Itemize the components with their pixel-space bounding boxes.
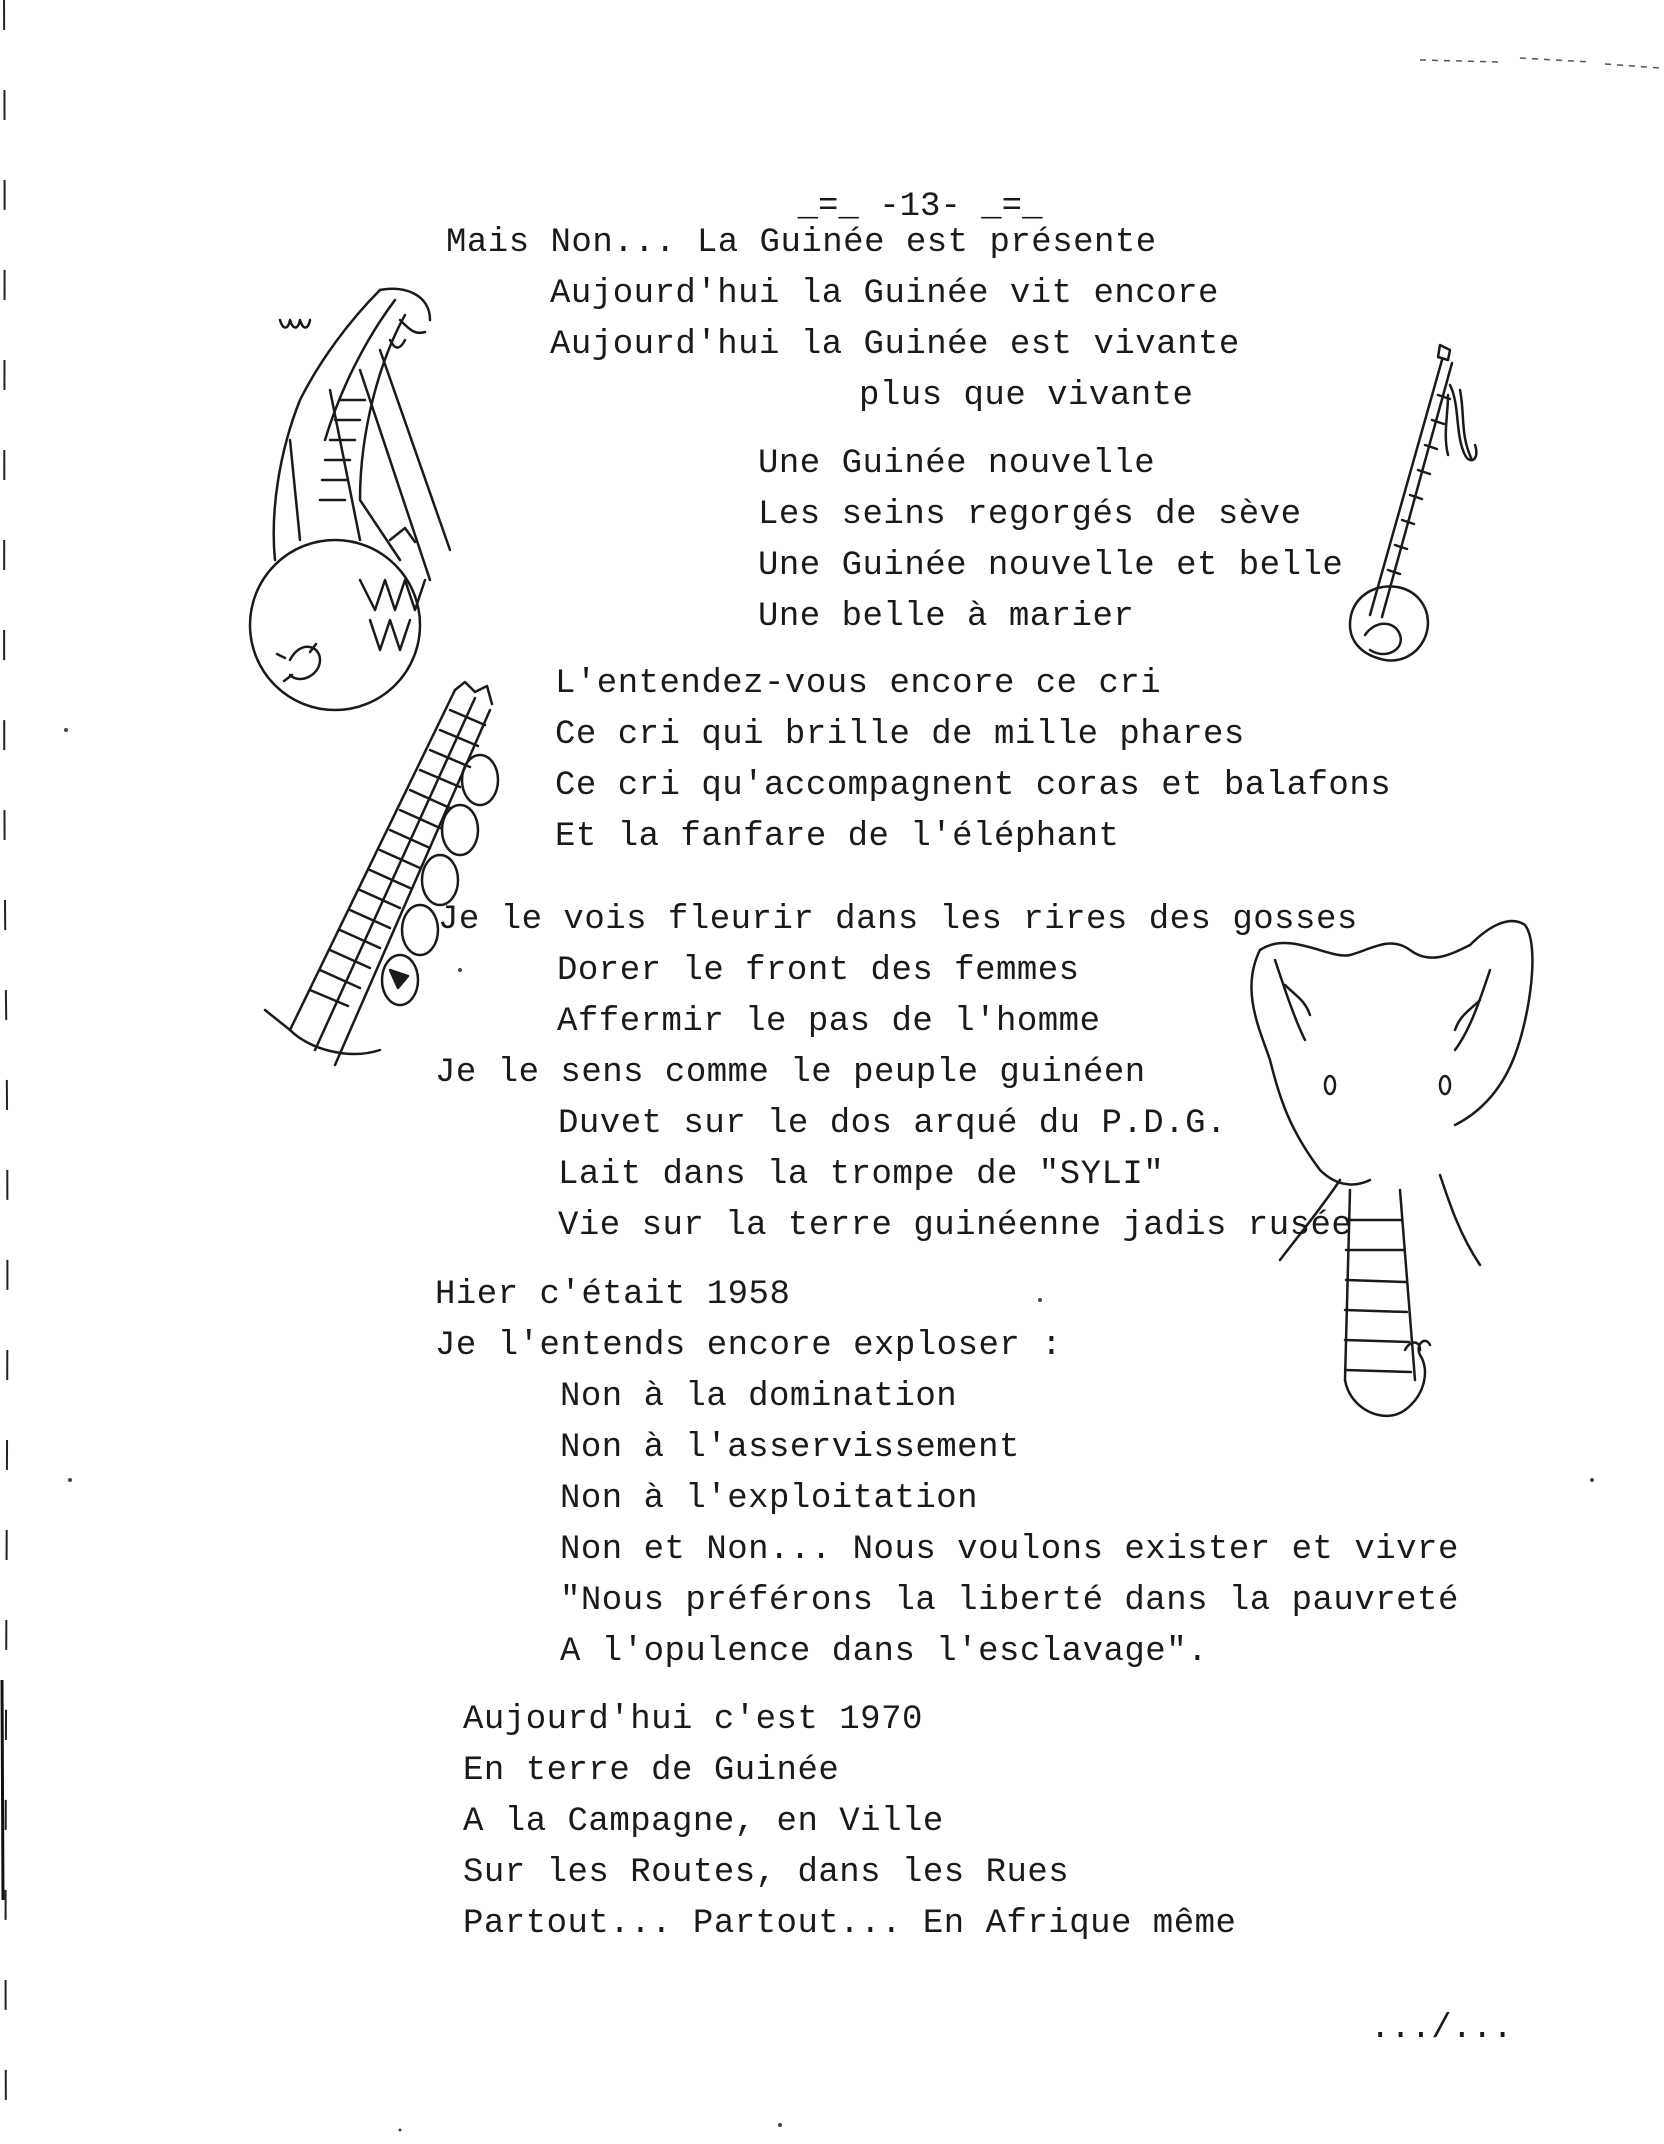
poem-line: plus que vivante	[859, 377, 1194, 415]
poem-line: Une Guinée nouvelle et belle	[758, 547, 1344, 585]
poem-line: Une belle à marier	[758, 598, 1135, 636]
poem-line: Et la fanfare de l'éléphant	[555, 818, 1120, 856]
poem-line: Les seins regorgés de sève	[758, 496, 1302, 534]
poem-line: L'entendez-vous encore ce cri	[555, 665, 1162, 703]
poem-line: Sur les Routes, dans les Rues	[463, 1854, 1070, 1892]
poem-line: Ce cri qui brille de mille phares	[555, 716, 1245, 754]
page-number-decoration-left: _=_	[797, 188, 880, 226]
poem-line: Ce cri qu'accompagnent coras et balafons	[555, 767, 1392, 805]
poem-line: En terre de Guinée	[463, 1752, 840, 1790]
poem-line: A la Campagne, en Ville	[463, 1803, 944, 1841]
poem-line: Aujourd'hui la Guinée vit encore	[550, 275, 1219, 313]
poem-line: Aujourd'hui la Guinée est vivante	[550, 326, 1240, 364]
poem-line: Je l'entends encore exploser :	[435, 1327, 1063, 1365]
continuation-mark: .../...	[1370, 2010, 1513, 2048]
poem-line: Une Guinée nouvelle	[758, 445, 1156, 483]
poem-line: Je le vois fleurir dans les rires des gosses	[438, 901, 1358, 939]
poem-line: A l'opulence dans l'esclavage".	[560, 1633, 1209, 1671]
poem-line: Dorer le front des femmes	[557, 952, 1080, 990]
page-number-decoration-right: _=_	[960, 188, 1043, 226]
poem-line: Non et Non... Nous voulons exister et vivre	[560, 1531, 1459, 1569]
poem-line: Non à l'exploitation	[560, 1480, 979, 1518]
poem-line: "Nous préférons la liberté dans la pauvreté	[560, 1582, 1459, 1620]
page-number-text: -13-	[879, 188, 961, 226]
poem-line: Aujourd'hui c'est 1970	[463, 1701, 923, 1739]
poem-line: Hier c'était 1958	[435, 1276, 791, 1314]
poem-line: Vie sur la terre guinéenne jadis rusée	[558, 1207, 1353, 1245]
poem-line: Mais Non... La Guinée est présente	[446, 224, 1157, 262]
poem-line: Non à la domination	[560, 1378, 958, 1416]
poem-line: Non à l'asservissement	[560, 1429, 1020, 1467]
poem-line: Affermir le pas de l'homme	[557, 1003, 1101, 1041]
poem-line: Partout... Partout... En Afrique même	[463, 1905, 1237, 1943]
poem-line: Lait dans la trompe de "SYLI"	[558, 1156, 1165, 1194]
poem-line: Duvet sur le dos arqué du P.D.G.	[558, 1105, 1227, 1143]
poem-line: Je le sens comme le peuple guinéen	[435, 1054, 1146, 1092]
